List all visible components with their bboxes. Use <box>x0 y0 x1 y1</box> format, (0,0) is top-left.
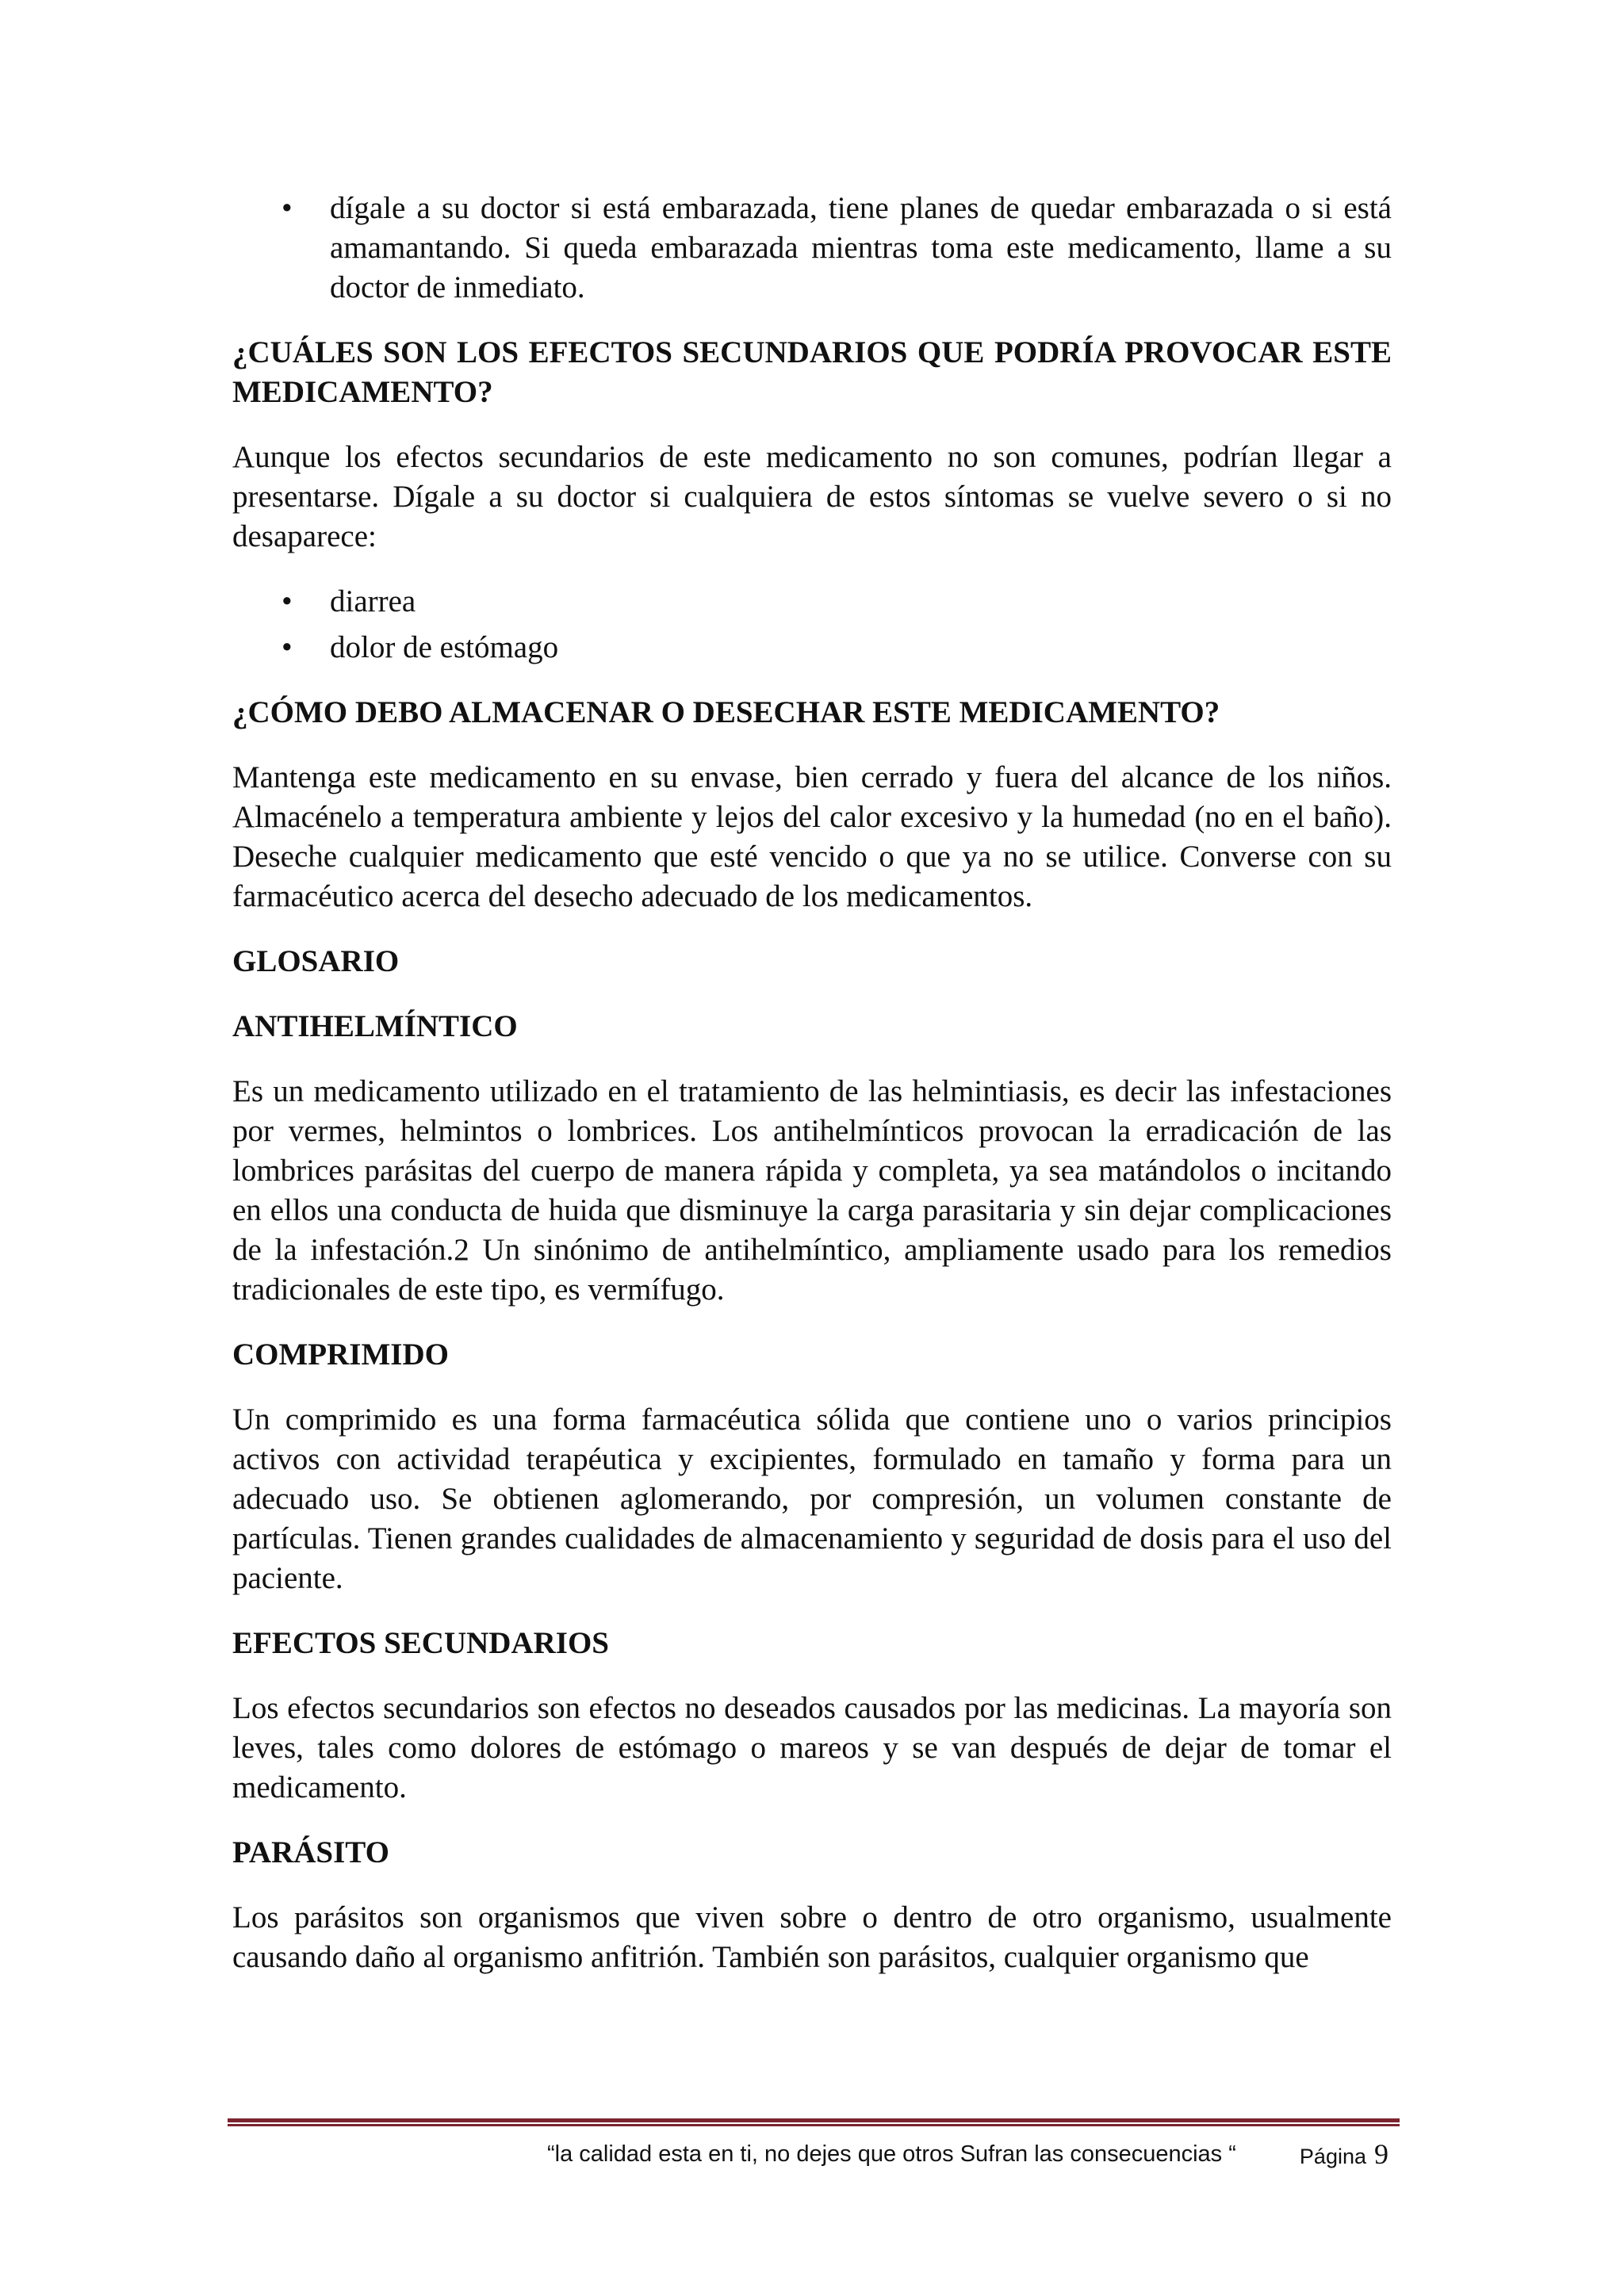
page-label: Página <box>1299 2145 1366 2168</box>
glossary-term: EFECTOS SECUNDARIOS <box>232 1626 609 1660</box>
bullet-icon: • <box>282 630 293 664</box>
storage-paragraph: Mantenga este medicamento en su envase, bien cerrado y fuera del alcance de los niños. Almacénelo a temperatura ambiente y lejos del calor excesivo y la humedad (no en el baño). Deseche cualquier medicamento que esté vencido o que ya no se utilice. Converse con su farmacéutico acerca del desecho adecuado de los medicamentos. <box>232 760 1392 913</box>
intro-list <box>232 189 1392 308</box>
glossary-definition: Un comprimido es una forma farmacéutica sólida que contiene uno o varios principios activos con actividad terapéutica y excipientes, formulado en tamaño y forma para un adecuado uso. Se obtienen aglomerando, por compresión, un volumen constante de partículas. Tienen grandes cualidades de almacenamiento y seguridad de dosis para el uso del paciente. <box>232 1402 1392 1595</box>
side-effects-heading: ¿CUÁLES SON LOS EFECTOS SECUNDARIOS QUE PODRÍA PROVOCAR ESTE MEDICAMENTO? <box>232 335 1392 409</box>
side-effects-list <box>232 582 1392 668</box>
glossary-definition: Los parásitos son organismos que viven sobre o dentro de otro organismo, usualmente causando daño al organismo anfitrión. También son parásitos, cualquier organismo que <box>232 1900 1392 1974</box>
list-item <box>232 628 1392 668</box>
bullet-icon: • <box>282 191 293 225</box>
side-effects-paragraph: Aunque los efectos secundarios de este medicamento no son comunes, podrían llegar a presentarse. Dígale a su doctor si cualquiera de estos síntomas se vuelve severo o si no desaparece: <box>232 440 1392 553</box>
list-item-text: diarrea <box>330 584 416 618</box>
list-item-text: dígale a su doctor si está embarazada, tiene planes de quedar embarazada o si está amamantando. Si queda embarazada mientras toma este medicamento, llame a su doctor de inmediato. <box>330 191 1392 304</box>
page-body <box>232 189 1392 2003</box>
glossary-term: ANTIHELMÍNTICO <box>232 1009 518 1043</box>
page-number-block <box>1300 2134 1388 2176</box>
list-item-text: dolor de estómago <box>330 630 559 664</box>
storage-heading: ¿CÓMO DEBO ALMACENAR O DESECHAR ESTE MEDICAMENTO? <box>232 695 1220 729</box>
bullet-icon: • <box>282 584 293 618</box>
footer-rule <box>228 2118 1400 2126</box>
footer-quote: “la calidad esta en ti, no dejes que otros Sufran las consecuencias “ <box>547 2141 1236 2167</box>
list-item <box>232 189 1392 308</box>
page-footer <box>228 2134 1400 2174</box>
glossary-heading: GLOSARIO <box>232 944 400 978</box>
glossary-definition: Los efectos secundarios son efectos no deseados causados por las medicinas. La mayoría son leves, tales como dolores de estómago o mareos y se van después de dejar de tomar el medicamento. <box>232 1691 1392 1804</box>
glossary-definition: Es un medicamento utilizado en el tratamiento de las helmintiasis, es decir las infestaciones por vermes, helmintos o lombrices. Los antihelmínticos provocan la erradicación de las lombrices parásitas del cuerpo de manera rápida y completa, ya sea matándolos o incitando en ellos una conducta de huida que disminuye la carga parasitaria y sin dejar complicaciones de la infestación.2 Un sinónimo de antihelmíntico, ampliamente usado para los remedios tradicionales de este tipo, es vermífugo. <box>232 1074 1392 1307</box>
glossary-term: COMPRIMIDO <box>232 1337 449 1372</box>
footer-rule-thick <box>228 2118 1400 2122</box>
list-item <box>232 582 1392 622</box>
page-number: 9 <box>1374 2138 1388 2170</box>
glossary-term: PARÁSITO <box>232 1835 389 1869</box>
footer-rule-thin <box>228 2124 1400 2126</box>
